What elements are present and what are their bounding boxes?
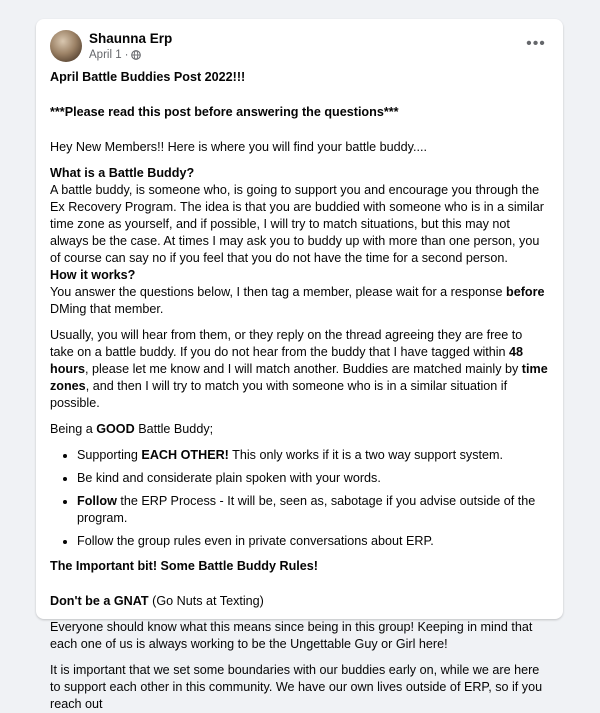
more-options-button[interactable] (523, 31, 549, 57)
what-heading: What is a Battle Buddy? (50, 166, 195, 180)
list-item: • Follow the group rules even in private conversations about ERP. (77, 533, 549, 550)
being-paragraph: Being a GOOD Battle Buddy; (50, 422, 214, 436)
usually-paragraph: Usually, you will hear from them, or they reply on the thread agreeing they are free to take on a battle buddy. If you do not hear from the buddy that I have tagged within 48 hours, please let me know and I will match another. Buddies are matched mainly by time zones, and then I will try to match you with someone who is in a similar situation if possible. (50, 328, 548, 410)
post-title: April Battle Buddies Post 2022!!! (50, 70, 246, 84)
list-item: • Supporting EACH OTHER! This only works if it is a two way support system. (77, 447, 549, 464)
important-paragraph: It is important that we set some boundaries with our buddies early on, while we are here to support each other in this community. We have our own lives outside of ERP, so if you reach out (50, 663, 543, 711)
more-icon: ••• (526, 35, 546, 52)
post-meta (89, 49, 141, 61)
gnat-line: Don't be a GNAT (Go Nuts at Texting) (50, 594, 264, 608)
globe-icon (131, 50, 141, 60)
author-name[interactable]: Shaunna Erp (89, 31, 173, 46)
post-header (36, 19, 563, 67)
post-intro: Hey New Members!! Here is where you will find your battle buddy.... (50, 140, 428, 154)
everyone-paragraph: Everyone should know what this means since being in this group! Keeping in mind that each one of us is always working to be the Ungettable Guy or Girl here! (50, 620, 533, 651)
rules-heading: The Important bit! Some Battle Buddy Rules! (50, 559, 318, 573)
avatar[interactable] (50, 30, 82, 62)
what-body: A battle buddy, is someone who, is going to support you and encourage you through the Ex Recovery Program. The idea is that you are buddied with someone who is in a similar time zone as yourself, and if possible, I will try to match situations, but this may not always be the case. At times I may ask you to buddy up with more than one person, you of course can say no if you feel that you do not have the time for a second person. (50, 183, 544, 265)
good-buddy-list (50, 447, 549, 550)
meta-separator: · (124, 49, 129, 61)
how-body: You answer the questions below, I then tag a member, please wait for a response before DMing that member. (50, 285, 545, 316)
list-item: • Be kind and considerate plain spoken with your words. (77, 470, 549, 487)
how-heading: How it works? (50, 268, 136, 282)
list-item: • Follow the ERP Process - It will be, seen as, sabotage if you advise outside of the program. (77, 493, 549, 527)
post-card (36, 19, 563, 711)
post-date[interactable]: April 1 (89, 49, 122, 61)
post-content (36, 67, 563, 713)
post-notice: ***Please read this post before answering the questions*** (50, 105, 399, 119)
